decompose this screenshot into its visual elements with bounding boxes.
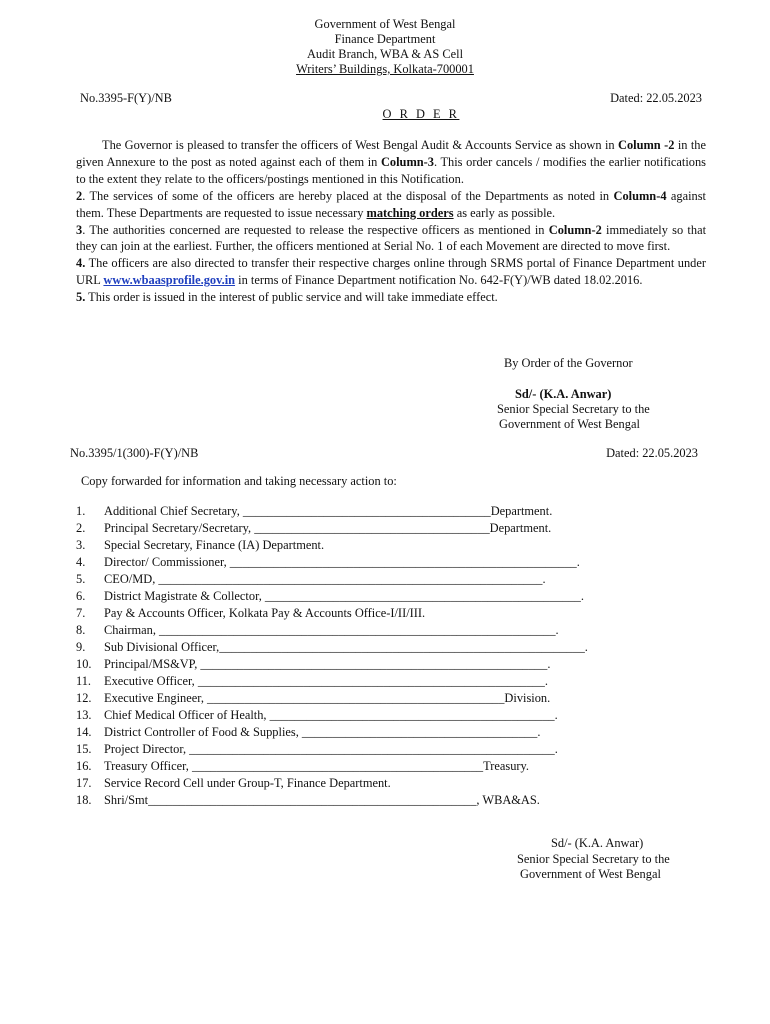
recipient-list-item <box>76 537 676 554</box>
copy-number: No.3395/1(300)-F(Y)/NB <box>70 446 199 460</box>
recipient-text: Service Record Cell under Group-T, Finance Department. <box>104 776 391 790</box>
recipient-number: 10. <box>76 657 92 671</box>
signatory-designation: Senior Special Secretary to the <box>497 402 650 416</box>
recipient-number: 9. <box>76 640 86 654</box>
recipient-list-item <box>76 724 676 741</box>
order-title: O R D E R <box>382 107 460 121</box>
letterhead-department: Finance Department <box>334 32 436 46</box>
letterhead-address: Writers’ Buildings, Kolkata-700001 <box>296 62 474 76</box>
recipient-number: 3. <box>76 538 86 552</box>
recipient-number: 2. <box>76 521 86 535</box>
paragraph-5: 5. This order is issued in the interest of public service and will take immediate effect. <box>76 290 498 305</box>
recipient-number: 18. <box>76 793 92 807</box>
recipient-list-item <box>76 622 676 639</box>
recipient-number: 8. <box>76 623 86 637</box>
recipient-text: Director/ Commissioner, ________________________________________________________. <box>104 555 580 569</box>
recipient-list-item <box>76 520 676 537</box>
recipient-text: Treasury Officer, _______________________________________________Treasury. <box>104 759 530 773</box>
recipient-number: 5. <box>76 572 86 586</box>
recipient-number: 14. <box>76 725 92 739</box>
recipient-list-item <box>76 554 676 571</box>
recipient-list-item <box>76 605 676 622</box>
recipient-text: Additional Chief Secretary, ________________________________________Department. <box>104 504 553 518</box>
recipient-number: 12. <box>76 691 92 705</box>
recipient-text: Chairman, ________________________________________________________________. <box>104 623 559 637</box>
recipient-list-item <box>76 690 676 707</box>
recipient-number: 13. <box>76 708 92 722</box>
recipient-text: CEO/MD, ______________________________________________________________. <box>104 572 546 586</box>
paragraph-2: 2. The services of some of the officers are hereby placed at the disposal of the Departments as noted in Column-4 against them. These Departments are requested to issue necessary matching orders as early as possible. <box>76 188 706 220</box>
paragraph-3: 3. The authorities concerned are requested to release the respective officers as mentioned in Column-2 immediately so that they can join at the earliest. Further, the officers mentioned at Serial No. 1 of each Movement are directed to move first. <box>76 222 707 254</box>
recipient-list-item <box>76 639 676 656</box>
recipient-text: District Controller of Food & Supplies, ______________________________________. <box>104 725 541 739</box>
recipient-text: Principal/MS&VP, ________________________________________________________. <box>104 657 551 671</box>
recipient-text: Special Secretary, Finance (IA) Department. <box>104 538 325 552</box>
signatory-name: Sd/- (K.A. Anwar) <box>515 387 612 401</box>
recipient-text: Sub Divisional Officer,___________________________________________________________. <box>104 640 588 654</box>
recipient-number: 7. <box>76 606 86 620</box>
recipient-number: 17. <box>76 776 92 790</box>
recipient-text: Project Director, ___________________________________________________________. <box>104 742 558 756</box>
recipient-list-item <box>76 792 676 809</box>
recipient-text: District Magistrate & Collector, ___________________________________________________. <box>104 589 584 603</box>
recipient-text: Pay & Accounts Officer, Kolkata Pay & Accounts Office-I/II/III. <box>104 606 426 620</box>
recipient-list-item <box>76 741 676 758</box>
signatory-name-2: Sd/- (K.A. Anwar) <box>551 836 644 850</box>
letterhead-government: Government of West Bengal <box>314 17 456 31</box>
matching-orders-emphasis: matching orders <box>366 205 454 220</box>
signatory-government: Government of West Bengal <box>499 417 640 431</box>
recipient-number: 6. <box>76 589 86 603</box>
order-body <box>76 137 706 306</box>
signatory-government-2: Government of West Bengal <box>520 867 661 881</box>
paragraph-4: 4. The officers are also directed to transfer their respective charges online through SRMS portal of Finance Department under URL www.wbaasprofile.gov.in in terms of Finance Department notification No. 642-F(Y)/WB dated 18.02.2016. <box>76 256 706 288</box>
order-number: No.3395-F(Y)/NB <box>80 91 172 105</box>
order-reference-row <box>77 91 702 107</box>
recipient-number: 4. <box>76 555 86 569</box>
recipient-text: Principal Secretary/Secretary, ______________________________________Department. <box>104 521 552 535</box>
paragraph-1: The Governor is pleased to transfer the officers of West Bengal Audit & Accounts Service as shown in Column -2 in the given Annexure to the post as noted against each of them in Column-3. This order cancels / modifies the earlier notifications to the extent they relate to the officers/postings mentioned in this Notification. <box>76 138 706 186</box>
order-date: Dated: 22.05.2023 <box>610 91 702 105</box>
copy-reference-row <box>70 446 698 462</box>
copy-forwarded-heading: Copy forwarded for information and taking necessary action to: <box>81 474 397 488</box>
recipient-number: 16. <box>76 759 92 773</box>
recipient-list <box>76 503 676 809</box>
recipient-text: Executive Officer, ________________________________________________________. <box>104 674 548 688</box>
recipient-number: 1. <box>76 504 86 518</box>
letterhead-branch: Audit Branch, WBA & AS Cell <box>306 47 464 61</box>
recipient-text: Chief Medical Officer of Health, ______________________________________________. <box>104 708 558 722</box>
srms-portal-link[interactable]: www.wbaasprofile.gov.in <box>103 273 236 288</box>
recipient-text: Shri/Smt_____________________________________________________, WBA&AS. <box>104 793 540 807</box>
recipient-list-item <box>76 707 676 724</box>
recipient-list-item <box>76 571 676 588</box>
recipient-number: 15. <box>76 742 92 756</box>
recipient-text: Executive Engineer, ________________________________________________Division. <box>104 691 551 705</box>
recipient-list-item <box>76 775 676 792</box>
recipient-list-item <box>76 656 676 673</box>
recipient-number: 11. <box>76 674 92 688</box>
recipient-list-item <box>76 673 676 690</box>
signatory-designation-2: Senior Special Secretary to the <box>517 851 670 866</box>
recipient-list-item <box>76 503 676 520</box>
recipient-list-item <box>76 758 676 775</box>
by-order-text: By Order of the Governor <box>504 356 633 370</box>
copy-date: Dated: 22.05.2023 <box>606 446 698 460</box>
recipient-list-item <box>76 588 676 605</box>
letterhead <box>0 17 770 77</box>
